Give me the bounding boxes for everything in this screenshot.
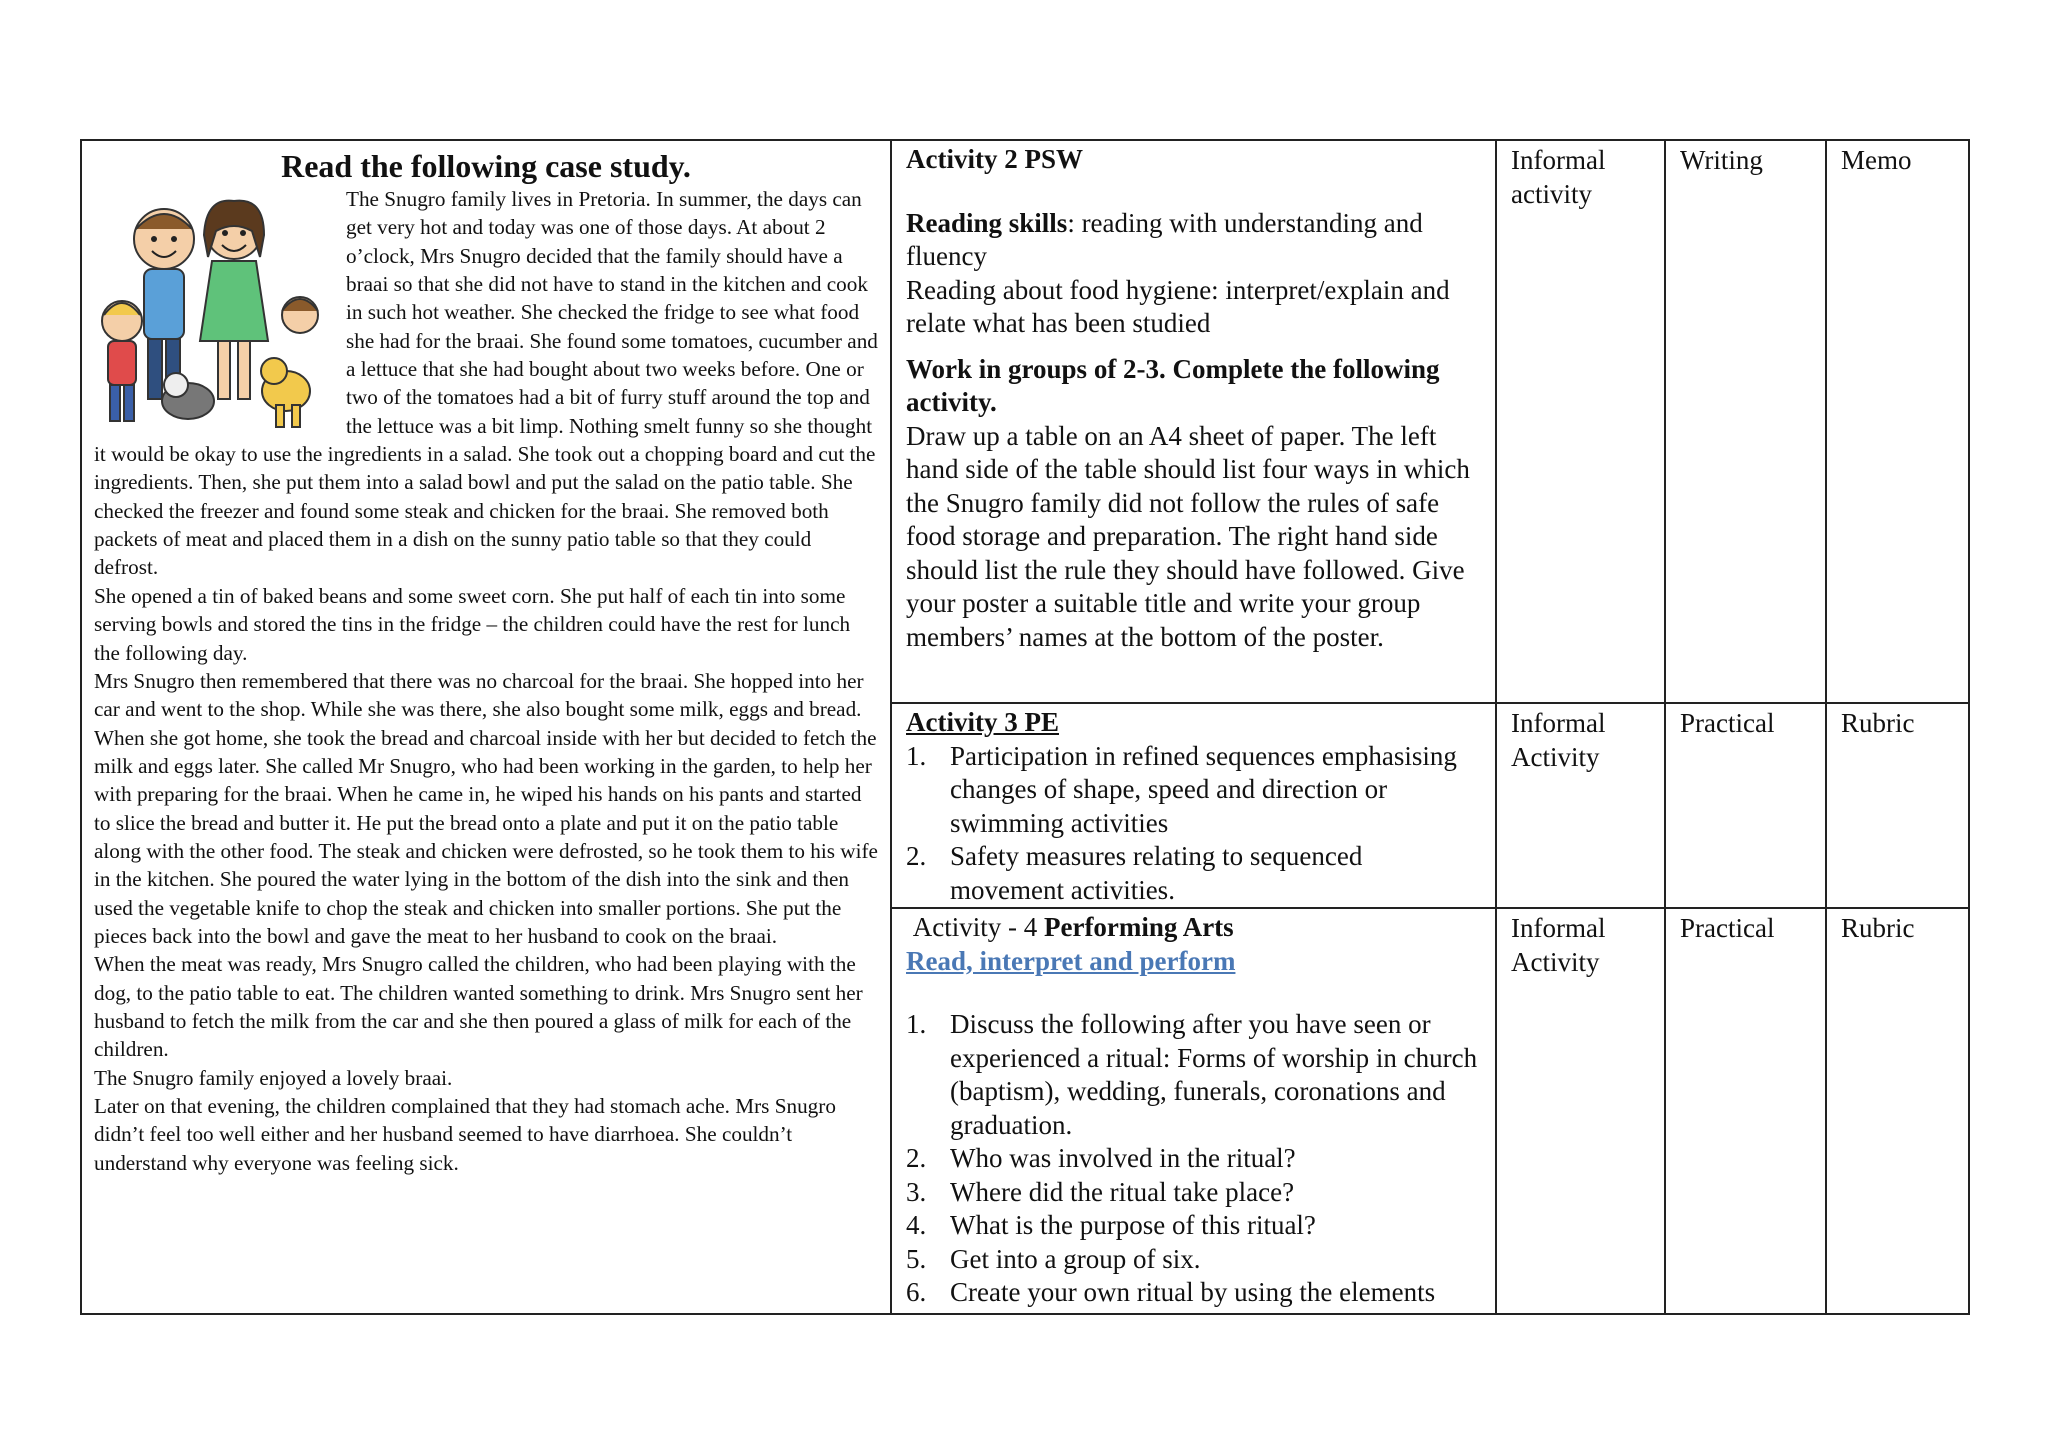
- case-paragraph: Mrs Snugro then remembered that there was no charcoal for the braai. She hopped into her car and went to the shop. While she was there, she also bought some milk, eggs and bread.: [94, 668, 864, 722]
- reading-skills-text: : reading with understanding and fluency: [906, 207, 1423, 271]
- activity3-type-cell: [1496, 703, 1665, 908]
- list-item: 3. Where did the ritual take place?: [906, 1176, 1295, 1207]
- activity3-type: Informal Activity: [1511, 708, 1606, 772]
- activity4-type: Informal Activity: [1511, 913, 1606, 977]
- case-paragraph: The Snugro family enjoyed a lovely braai.: [94, 1065, 453, 1090]
- list-item: 2. Who was involved in the ritual?: [906, 1143, 1296, 1173]
- activity4-subheading: Read, interpret and perform: [906, 945, 1236, 976]
- case-study-title: Read the following case study.: [281, 148, 691, 184]
- activity4-form: Practical: [1680, 913, 1775, 943]
- activity4-type-cell: [1496, 908, 1665, 1314]
- activity4-heading-bold: Performing Arts: [1043, 912, 1234, 942]
- family-illustration-icon: [96, 191, 326, 431]
- activity3-tool: Rubric: [1841, 708, 1915, 738]
- list-item: 4. What is the purpose of this ritual?: [906, 1210, 1316, 1240]
- activity2-group-instruction: Work in groups of 2-3. Complete the following activity.: [906, 353, 1440, 417]
- activity3-tool-cell: [1826, 703, 1969, 908]
- activity2-form-cell: [1665, 140, 1826, 703]
- list-item: 5. Get into a group of six.: [906, 1243, 1201, 1274]
- activity4-cell: [891, 908, 1496, 1314]
- list-item: 1. Discuss the following after you have seen or experienced a ritual: Forms of worship in church (baptism), wedding, funerals, coronations and graduation.: [906, 1009, 1478, 1140]
- list-item: 2. Safety measures relating to sequenced movement activities.: [906, 841, 1363, 905]
- activity2-tool: Memo: [1841, 145, 1912, 175]
- list-item: 6. Create your own ritual by using the elements: [906, 1277, 1436, 1307]
- list-item: 1. Participation in refined sequences emphasising changes of shape, speed and direction or swimming activities: [906, 740, 1457, 838]
- activity3-form: Practical: [1680, 708, 1775, 738]
- activity4-tool-cell: [1826, 908, 1969, 1314]
- activity4-list: [906, 1008, 1481, 1310]
- case-paragraph: Later on that evening, the children complained that they had stomach ache. Mrs Snugro didn’t feel too well either and her husband seemed to have diarrhoea. She couldn’t understand why everyone was feeling sick.: [94, 1094, 836, 1175]
- case-paragraph: When the meat was ready, Mrs Snugro called the children, who had been playing with the dog, to the patio table to eat. The children wanted something to drink. Mrs Snugro sent her husband to fetch the milk from the car and she then poured a glass of milk for each of the children.: [94, 952, 863, 1062]
- activity4-heading-prefix: Activity - 4: [912, 912, 1044, 942]
- case-study-cell: [81, 140, 891, 1314]
- activity2-heading: Activity 2 PSW: [906, 144, 1083, 174]
- activity3-form-cell: [1665, 703, 1826, 908]
- activity2-reading-about: Reading about food hygiene: interpret/explain and relate what has been studied: [906, 274, 1450, 338]
- activity2-task: Draw up a table on an A4 sheet of paper. The left hand side of the table should list four ways in which the Snugro family did not follow the rules of safe food storage and preparation. The right hand side should list the rule they should have followed. Give your poster a suitable title and write your group members’ names at the bottom of the poster.: [906, 420, 1470, 652]
- assessment-table: [80, 139, 1970, 1315]
- activity4-heading: [906, 911, 1481, 945]
- case-paragraph: When she got home, she took the bread and charcoal inside with her but decided to fetch the milk and eggs later. She called Mr Snugro, who had been working in the garden, to help her with preparing for the braai. When he came in, he wiped his hands on his pants and started to slice the bread and butter it. He put the bread onto a plate and put it on the patio table along with the other food. The steak and chicken were defrosted, so he took them to his wife in the kitchen. She poured the water lying in the bottom of the dish into the sink and then used the vegetable knife to chop the steak and chicken into smaller portions. She put the pieces back into the bowl and gave the meat to her husband to cook on the braai.: [94, 725, 878, 948]
- activity2-type-cell: [1496, 140, 1665, 703]
- case-study-body: [82, 185, 890, 1177]
- activity3-heading: Activity 3 PE: [906, 707, 1059, 737]
- case-paragraph: She opened a tin of baked beans and some sweet corn. She put half of each tin into some serving bowls and stored the tins in the fridge – the children could have the rest for lunch the following day.: [94, 583, 851, 665]
- activity4-form-cell: [1665, 908, 1826, 1314]
- case-paragraph: The Snugro family lives in Pretoria. In summer, the days can get very hot and today was one of those days. At about 2 o’clock, Mrs Snugro decided that the family should have a braai so that she did not have to stand in the kitchen and cook in such hot weather. She checked the fridge to see what food she had for the braai. She found some tomatoes, cucumber and a lettuce that she had bought about two weeks before. One or two of the tomatoes had a bit of furry stuff around the top and the lettuce was a bit limp. Nothing smelt funny so she thought it would be okay to use the ingredients in a salad. She took out a chopping board and cut the ingredients. Then, she put them into a salad bowl and put the salad on the patio table. She checked the freezer and found some steak and chicken for the braai. She removed both packets of meat and placed them in a dish on the sunny patio table so that they could defrost.: [94, 187, 878, 580]
- activity2-cell: [891, 140, 1496, 703]
- activity3-cell: [891, 703, 1496, 908]
- activity2-reading-skills: [906, 207, 1481, 274]
- reading-skills-label: Reading skills: [906, 207, 1068, 238]
- activity2-tool-cell: [1826, 140, 1969, 703]
- activity4-tool: Rubric: [1841, 913, 1915, 943]
- activity2-type: Informal activity: [1511, 145, 1606, 209]
- activity3-list: [906, 740, 1481, 908]
- activity2-form: Writing: [1680, 145, 1763, 175]
